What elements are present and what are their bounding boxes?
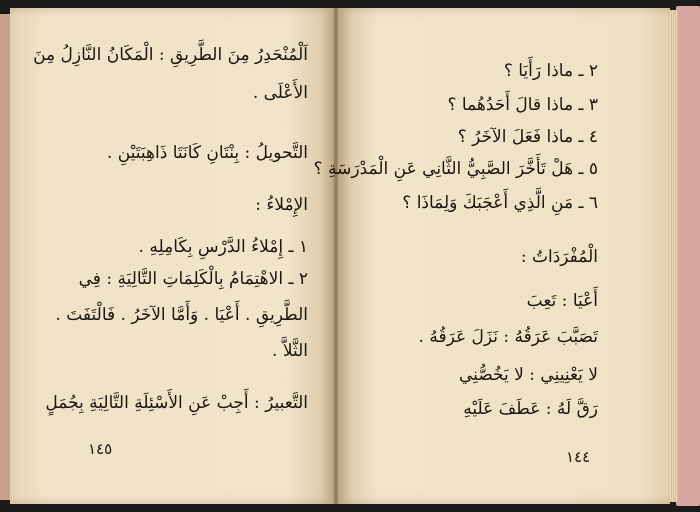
- question-line: ٥ ـ هَلْ تَأَخَّرَ الصَّبِيُّ الثَّانِي عَنِ الْمَدْرَسَةِ ؟: [313, 159, 598, 179]
- text-line: الأَعْلَى .: [252, 83, 308, 103]
- section-heading: الإِمْلاءُ :: [255, 195, 308, 215]
- question-line: ٢ ـ ماذا رَأَيَا ؟: [503, 61, 598, 81]
- book-cover-right-edge: [676, 6, 700, 506]
- section-heading: الْمُفْرَدَاتُ :: [520, 247, 598, 267]
- vocab-line: لا يَعْنِينِي : لا يَخُصُّنِي: [459, 365, 598, 385]
- text-line: التَّحويلُ : بِنْتَانِ كَانَتَا ذَاهِبَتَيْنِ .: [106, 143, 308, 163]
- question-line: ٤ ـ ماذا فَعَلَ الآخَرُ ؟: [457, 127, 598, 147]
- text-line: ١ ـ إِمْلاءُ الدَّرْسِ بِكَامِلِهِ .: [138, 237, 308, 257]
- right-page: [313, 8, 670, 504]
- page-number: ١٤٥: [88, 440, 113, 458]
- text-line: التَّعبيرُ : أَجِبْ عَنِ الأَسْئِلَةِ التَّالِيَةِ بِجُمَلٍ: [45, 393, 308, 413]
- vocab-line: رَقَّ لَهُ : عَطَفَ عَلَيْهِ: [463, 399, 598, 419]
- question-line: ٦ ـ مَنِ الَّذِي أَعْجَبَكَ وَلِمَاذَا ؟: [402, 193, 598, 213]
- question-line: ٣ ـ ماذا قالَ أَحَدُهُما ؟: [447, 95, 598, 115]
- text-line: الطَّرِيقِ . أَعْيَا . وَأَمَّا الآخَرُ . فَالْتَفَتَ .: [55, 305, 308, 325]
- page-stack-edge: [670, 10, 678, 502]
- text-line: الثَّلاَّ .: [272, 341, 308, 361]
- vocab-line: تَصَبَّبَ عَرَقُهُ : نَزَلَ عَرَقُهُ .: [418, 327, 598, 347]
- left-page: [10, 8, 334, 504]
- page-number: ١٤٤: [566, 448, 591, 466]
- text-line: اَلْمُنْحَدِرُ مِنَ الطَّرِيقِ : الْمَكَانُ النَّازِلُ مِنَ: [33, 45, 308, 65]
- text-line: ٢ ـ الاهْتِمَامُ بِالْكَلِمَاتِ التَّالِيَةِ : فِي: [78, 269, 308, 289]
- vocab-line: أَعْيَا : تَعِبَ: [526, 291, 598, 311]
